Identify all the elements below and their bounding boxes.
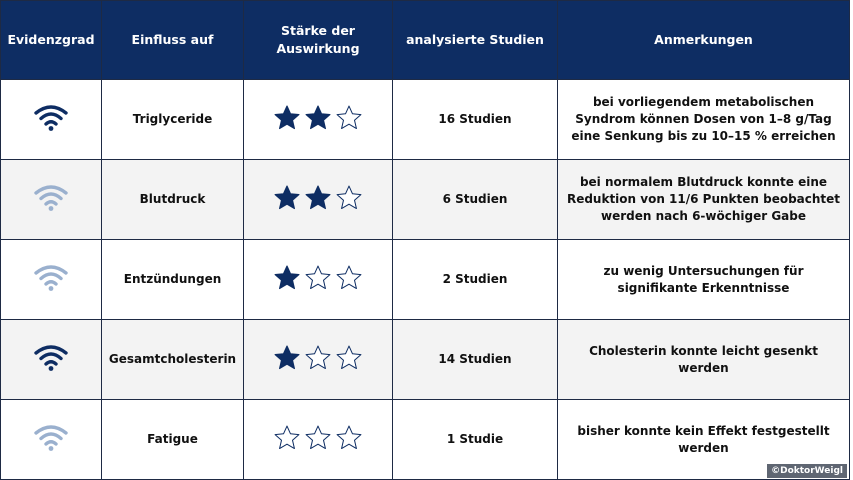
table-row	[1, 80, 850, 160]
wifi-icon	[32, 361, 70, 375]
star-rating	[273, 264, 363, 291]
header-row	[1, 1, 850, 80]
influence-cell: Blutdruck	[102, 160, 244, 240]
watermark: ©DoktorWeigl	[767, 464, 847, 478]
empty-star-icon	[273, 424, 301, 451]
table-header	[1, 1, 850, 80]
note-cell: zu wenig Untersuchungen für signifikante Erkenntnisse	[558, 240, 850, 320]
filled-star-icon	[304, 184, 332, 211]
note-cell: bei vorliegendem metabolischen Syndrom können Dosen von 1–8 g/Tag eine Senkung bis zu 10–15 % erreichen	[558, 80, 850, 160]
wifi-icon	[32, 121, 70, 135]
table-row	[1, 160, 850, 240]
note-cell: bei normalem Blutdruck konnte eine Reduktion von 11/6 Punkten beobachtet werden nach 6-wöchiger Gabe	[558, 160, 850, 240]
wifi-icon	[32, 281, 70, 295]
evidence-cell	[1, 240, 102, 320]
header-notes: Anmerkungen	[558, 1, 850, 80]
wifi-icon	[32, 441, 70, 455]
header-evidence: Evidenzgrad	[1, 1, 102, 80]
strength-cell	[244, 160, 393, 240]
filled-star-icon	[273, 264, 301, 291]
filled-star-icon	[273, 184, 301, 211]
wifi-icon	[32, 201, 70, 215]
influence-cell: Triglyceride	[102, 80, 244, 160]
evidence-cell	[1, 80, 102, 160]
empty-star-icon	[335, 104, 363, 131]
strength-cell	[244, 80, 393, 160]
table-row	[1, 400, 850, 480]
empty-star-icon	[304, 344, 332, 371]
empty-star-icon	[304, 424, 332, 451]
studies-cell: 2 Studien	[393, 240, 558, 320]
table-row	[1, 320, 850, 400]
studies-cell: 6 Studien	[393, 160, 558, 240]
header-strength	[244, 1, 393, 80]
table-row	[1, 240, 850, 320]
influence-cell: Entzündungen	[102, 240, 244, 320]
empty-star-icon	[335, 344, 363, 371]
star-rating	[273, 104, 363, 131]
header-influence: Einfluss auf	[102, 1, 244, 80]
filled-star-icon	[273, 104, 301, 131]
empty-star-icon	[335, 264, 363, 291]
empty-star-icon	[335, 184, 363, 211]
studies-cell: 1 Studie	[393, 400, 558, 480]
empty-star-icon	[335, 424, 363, 451]
evidence-cell	[1, 160, 102, 240]
empty-star-icon	[304, 264, 332, 291]
evidence-cell	[1, 400, 102, 480]
star-rating	[273, 184, 363, 211]
header-strength-label: Stärke der Auswirkung	[276, 23, 360, 56]
strength-cell	[244, 400, 393, 480]
influence-cell: Fatigue	[102, 400, 244, 480]
header-studies: analysierte Studien	[393, 1, 558, 80]
studies-cell: 16 Studien	[393, 80, 558, 160]
strength-cell	[244, 240, 393, 320]
evidence-cell	[1, 320, 102, 400]
table-body	[1, 80, 850, 480]
influence-cell: Gesamtcholesterin	[102, 320, 244, 400]
filled-star-icon	[304, 104, 332, 131]
note-cell: bisher konnte kein Effekt festgestellt werden	[558, 400, 850, 480]
filled-star-icon	[273, 344, 301, 371]
studies-cell: 14 Studien	[393, 320, 558, 400]
strength-cell	[244, 320, 393, 400]
star-rating	[273, 344, 363, 371]
star-rating	[273, 424, 363, 451]
note-cell: Cholesterin konnte leicht gesenkt werden	[558, 320, 850, 400]
